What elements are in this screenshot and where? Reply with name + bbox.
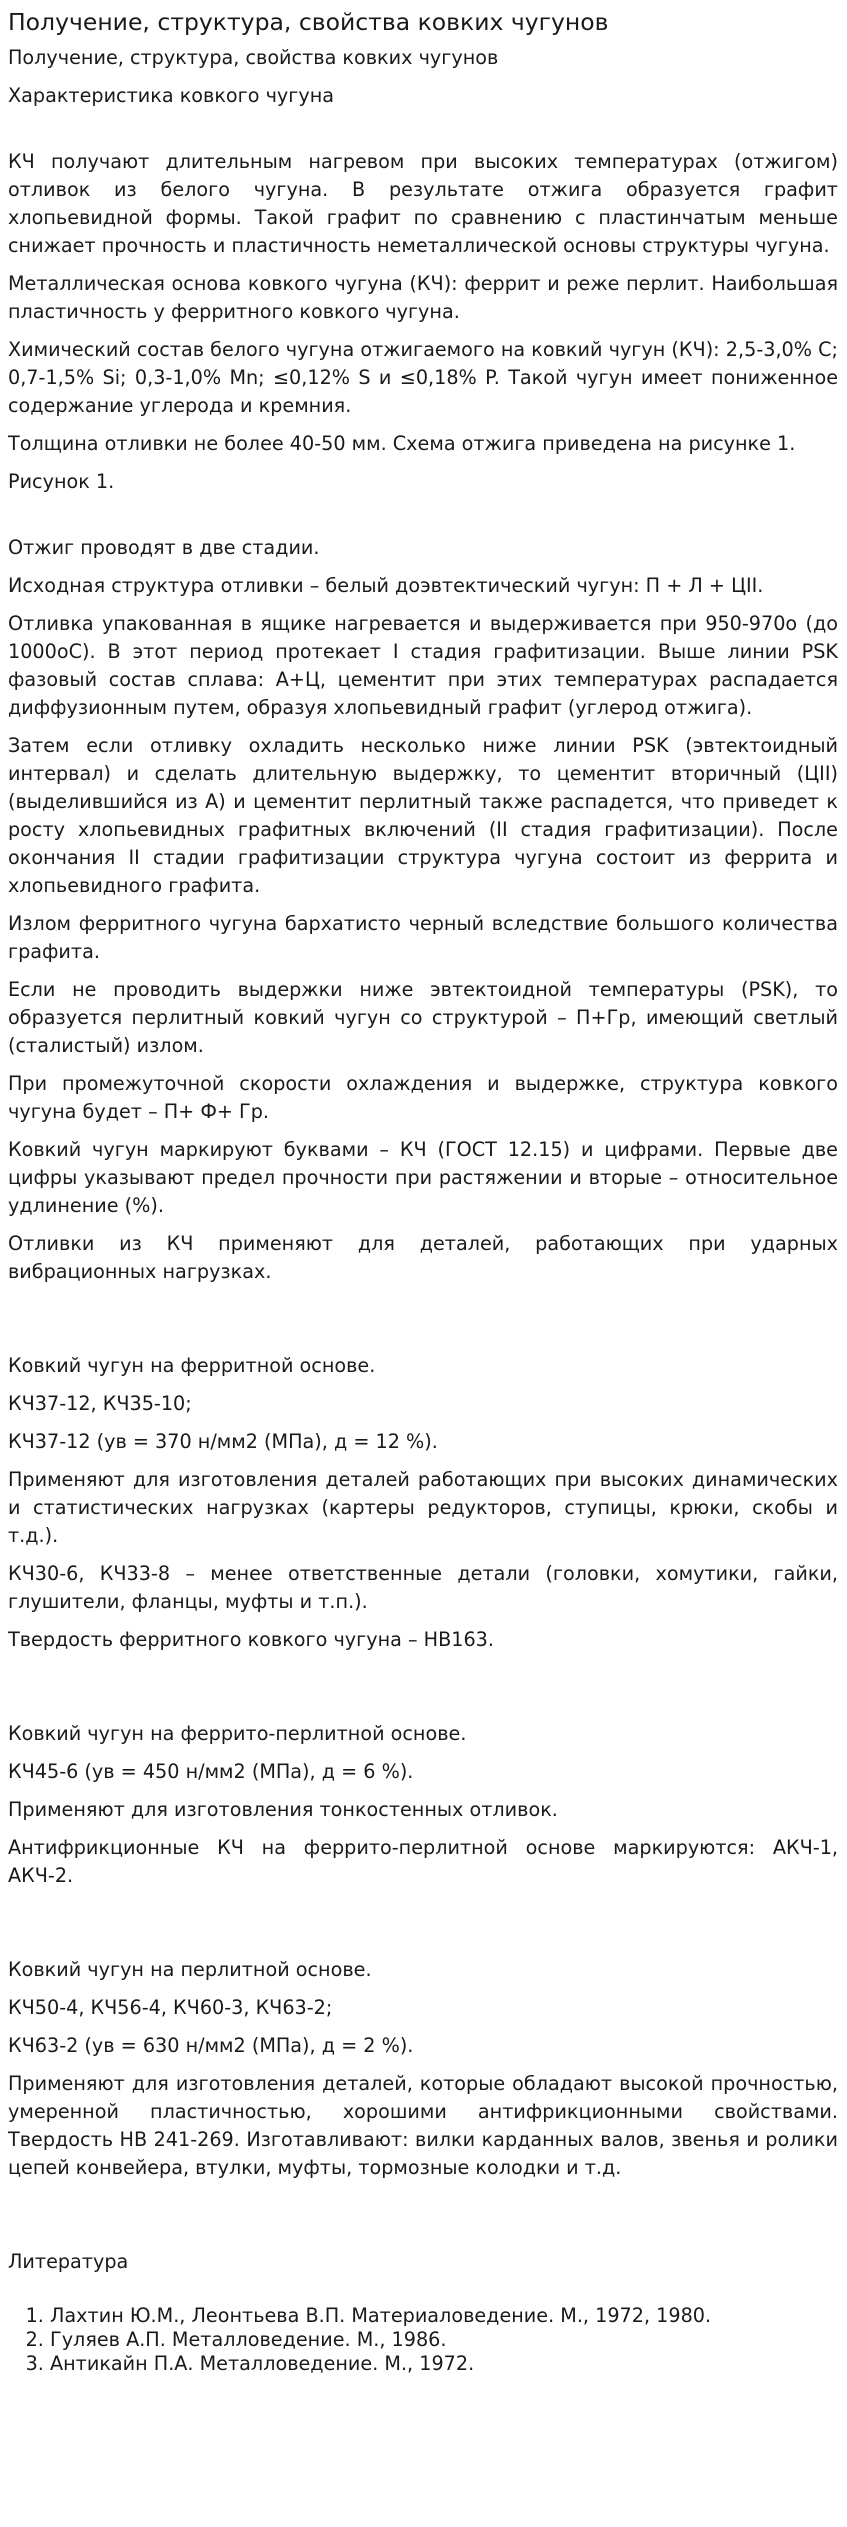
paragraph: Применяют для изготовления тонкостенных отливок. <box>8 1798 558 1821</box>
paragraph: Металлическая основа ковкого чугуна (КЧ): феррит и реже перлит. Наибольшая пластичность у ферритного ковкого чугуна. <box>8 272 838 323</box>
paragraph: КЧ37-12 (ув = 370 н/мм2 (МПа), д = 12 %). <box>8 1430 438 1453</box>
paragraph: Химический состав белого чугуна отжигаемого на ковкий чугун (КЧ): 2,5-3,0% С; 0,7-1,5% Si; 0,3-1,0% Mn; ≤0,12% S и ≤0,18% P. Такой чугун имеет пониженное содержание углерода и кремния. <box>8 338 838 417</box>
literature-list <box>8 2304 838 2376</box>
subsection-heading: Ковкий чугун на ферритной основе. <box>8 1354 376 1377</box>
list-item: 1. Лахтин Ю.М., Леонтьева В.П. Материаловедение. М., 1972, 1980. <box>50 2304 838 2328</box>
paragraph: Отжиг проводят в две стадии. <box>8 536 320 559</box>
paragraph: КЧ63-2 (ув = 630 н/мм2 (МПа), д = 2 %). <box>8 2034 414 2057</box>
subsection-heading: Ковкий чугун на феррито-перлитной основе. <box>8 1722 467 1745</box>
paragraph: Применяют для изготовления деталей, которые обладают высокой прочностью, умеренной пластичностью, хорошими антифрикционными свойствами. Твердость НВ 241-269. Изготавливают: вилки карданных валов, звенья и ролики цепей конвейера, втулки, муфты, тормозные колодки и т.д. <box>8 2072 838 2179</box>
list-item: 3. Антикайн П.А. Металловедение. М., 1972. <box>50 2352 838 2376</box>
paragraph: Применяют для изготовления деталей работающих при высоких динамических и статистических нагрузках (картеры редукторов, ступицы, крюки, скобы и т.д.). <box>8 1468 838 1547</box>
paragraph: КЧ45-6 (ув = 450 н/мм2 (МПа), д = 6 %). <box>8 1760 414 1783</box>
paragraph: Затем если отливку охладить несколько ниже линии PSK (эвтектоидный интервал) и сделать длительную выдержку, то цементит вторичный (ЦII) (выделившийся из А) и цементит перлитный также распадется, что приведет к росту хлопьевидных графитных включений (II стадия графитизации). После окончания II стадии графитизации структура чугуна состоит из феррита и хлопьевидного графита. <box>8 734 838 897</box>
subtitle: Получение, структура, свойства ковких чугунов <box>8 46 499 69</box>
paragraph: КЧ30-6, КЧ33-8 – менее ответственные детали (головки, хомутики, гайки, глушители, фланцы, муфты и т.п.). <box>8 1562 838 1613</box>
paragraph: Излом ферритного чугуна бархатисто черный вследствие большого количества графита. <box>8 912 838 963</box>
figure-caption: Рисунок 1. <box>8 470 115 493</box>
paragraph: КЧ50-4, КЧ56-4, КЧ60-3, КЧ63-2; <box>8 1996 333 2019</box>
paragraph: КЧ получают длительным нагревом при высоких температурах (отжигом) отливок из белого чугуна. В результате отжига образуется графит хлопьевидной формы. Такой графит по сравнению с пластинчатым меньше снижает прочность и пластичность неметаллической основы структуры чугуна. <box>8 150 838 257</box>
paragraph: КЧ37-12, КЧ35-10; <box>8 1392 192 1415</box>
subsection-heading: Ковкий чугун на перлитной основе. <box>8 1958 372 1981</box>
paragraph: Отливка упакованная в ящике нагревается и выдерживается при 950-970о (до 1000оС). В этот период протекает I стадия графитизации. Выше линии PSK фазовый состав сплава: А+Ц, цементит при этих температурах распадается диффузионным путем, образуя хлопьевидный графит (углерод отжига). <box>8 612 838 719</box>
paragraph: При промежуточной скорости охлаждения и выдержке, структура ковкого чугуна будет – П+ Ф+ Гр. <box>8 1072 838 1123</box>
paragraph: Исходная структура отливки – белый доэвтектический чугун: П + Л + ЦII. <box>8 574 764 597</box>
paragraph: Отливки из КЧ применяют для деталей, работающих при ударных вибрационных нагрузках. <box>8 1232 838 1283</box>
page-title: Получение, структура, свойства ковких чугунов <box>8 8 609 36</box>
literature-heading: Литература <box>8 2250 129 2273</box>
paragraph: Антифрикционные КЧ на феррито-перлитной основе маркируются: АКЧ-1, АКЧ-2. <box>8 1836 838 1887</box>
paragraph: Толщина отливки не более 40-50 мм. Схема отжига приведена на рисунке 1. <box>8 432 796 455</box>
paragraph: Если не проводить выдержки ниже эвтектоидной температуры (PSK), то образуется перлитный ковкий чугун со структурой – П+Гр, имеющий светлый (сталистый) излом. <box>8 978 838 1057</box>
section-heading: Характеристика ковкого чугуна <box>8 84 335 107</box>
paragraph: Твердость ферритного ковкого чугуна – НВ163. <box>8 1628 494 1651</box>
list-item: 2. Гуляев А.П. Металловедение. М., 1986. <box>50 2328 838 2352</box>
paragraph: Ковкий чугун маркируют буквами – КЧ (ГОСТ 12.15) и цифрами. Первые две цифры указывают предел прочности при растяжении и вторые – относительное удлинение (%). <box>8 1138 838 1217</box>
